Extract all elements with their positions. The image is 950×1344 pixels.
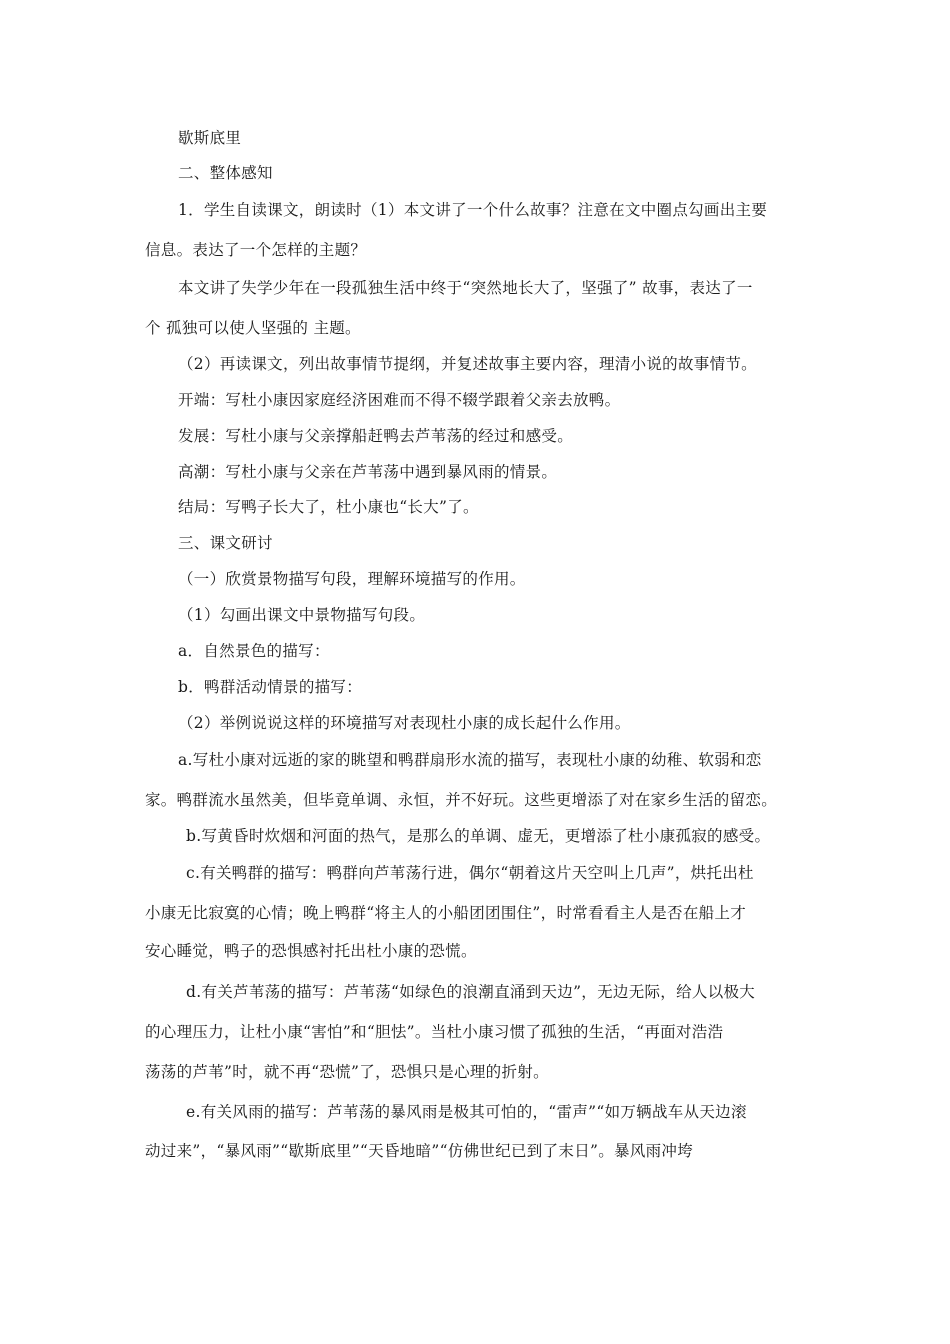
section-heading: 二、整体感知 [178,164,273,182]
text-line: 发展：写杜小康与父亲撑船赶鸭去芦苇荡的经过和感受。 [178,427,574,445]
text-line: 高潮：写杜小康与父亲在芦苇荡中遇到暴风雨的情景。 [178,463,558,481]
text-line: 家。鸭群流水虽然美，但毕竟单调、永恒，并不好玩。这些更增添了对在家乡生活的留恋。 [145,791,778,809]
text-line: （1）勾画出课文中景物描写句段。 [178,606,426,624]
text-line: 小康无比寂寞的心情；晚上鸭群“将主人的小船团团围住”，时常看看主人是否在船上才 [145,904,747,922]
text-line: 动过来”，“暴风雨”“歇斯底里”“天昏地暗”“仿佛世纪已到了末日”。暴风雨冲垮 [145,1142,694,1160]
text-line: 的心理压力，让杜小康“害怕”和“胆怯”。当杜小康习惯了孤独的生活，“再面对浩浩 [145,1023,724,1041]
text-line: 安心睡觉，鸭子的恐惧感衬托出杜小康的恐慌。 [145,942,477,960]
text-line: 结局：写鸭子长大了，杜小康也“长大”了。 [178,498,479,516]
text-line: 本文讲了失学少年在一段孤独生活中终于“突然地长大了，坚强了” 故事，表达了一 [178,279,753,297]
text-line: 开端：写杜小康因家庭经济困难而不得不辍学跟着父亲去放鸭。 [178,391,621,409]
section-heading: 三、课文研讨 [178,534,273,552]
text-line: 个 孤独可以使人坚强的 主题。 [145,319,361,337]
text-line: （2）举例说说这样的环境描写对表现杜小康的成长起什么作用。 [178,714,631,732]
text-line: b.写黄昏时炊烟和河面的热气，是那么的单调、虚无，更增添了杜小康孤寂的感受。 [186,827,771,845]
text-line: 信息。表达了一个怎样的主题？ [145,241,367,259]
text-line: c.有关鸭群的描写：鸭群向芦苇荡行进，偶尔“朝着这片天空叫上几声”，烘托出杜 [186,864,754,882]
text-line: a.写杜小康对远逝的家的眺望和鸭群扇形水流的描写，表现杜小康的幼稚、软弱和恋 [178,751,762,769]
text-line: a．自然景色的描写： [178,642,330,660]
text-line: b．鸭群活动情景的描写： [178,678,363,696]
text-line: d.有关芦苇荡的描写：芦苇荡“如绿色的浪潮直涌到天边”，无边无际，给人以极大 [186,983,756,1001]
text-line: 歇斯底里 [178,129,242,147]
text-line: 荡荡的芦苇”时，就不再“恐慌”了，恐惧只是心理的折射。 [145,1063,549,1081]
text-line: （2）再读课文，列出故事情节提纲，并复述故事主要内容，理清小说的故事情节。 [178,355,757,373]
text-line: e.有关风雨的描写：芦苇荡的暴风雨是极其可怕的，“雷声”“如万辆战车从天边滚 [186,1103,747,1121]
text-line: （一）欣赏景物描写句段，理解环境描写的作用。 [178,570,526,588]
text-line: 1．学生自读课文，朗读时（1）本文讲了一个什么故事？注意在文中圈点勾画出主要 [178,201,768,219]
